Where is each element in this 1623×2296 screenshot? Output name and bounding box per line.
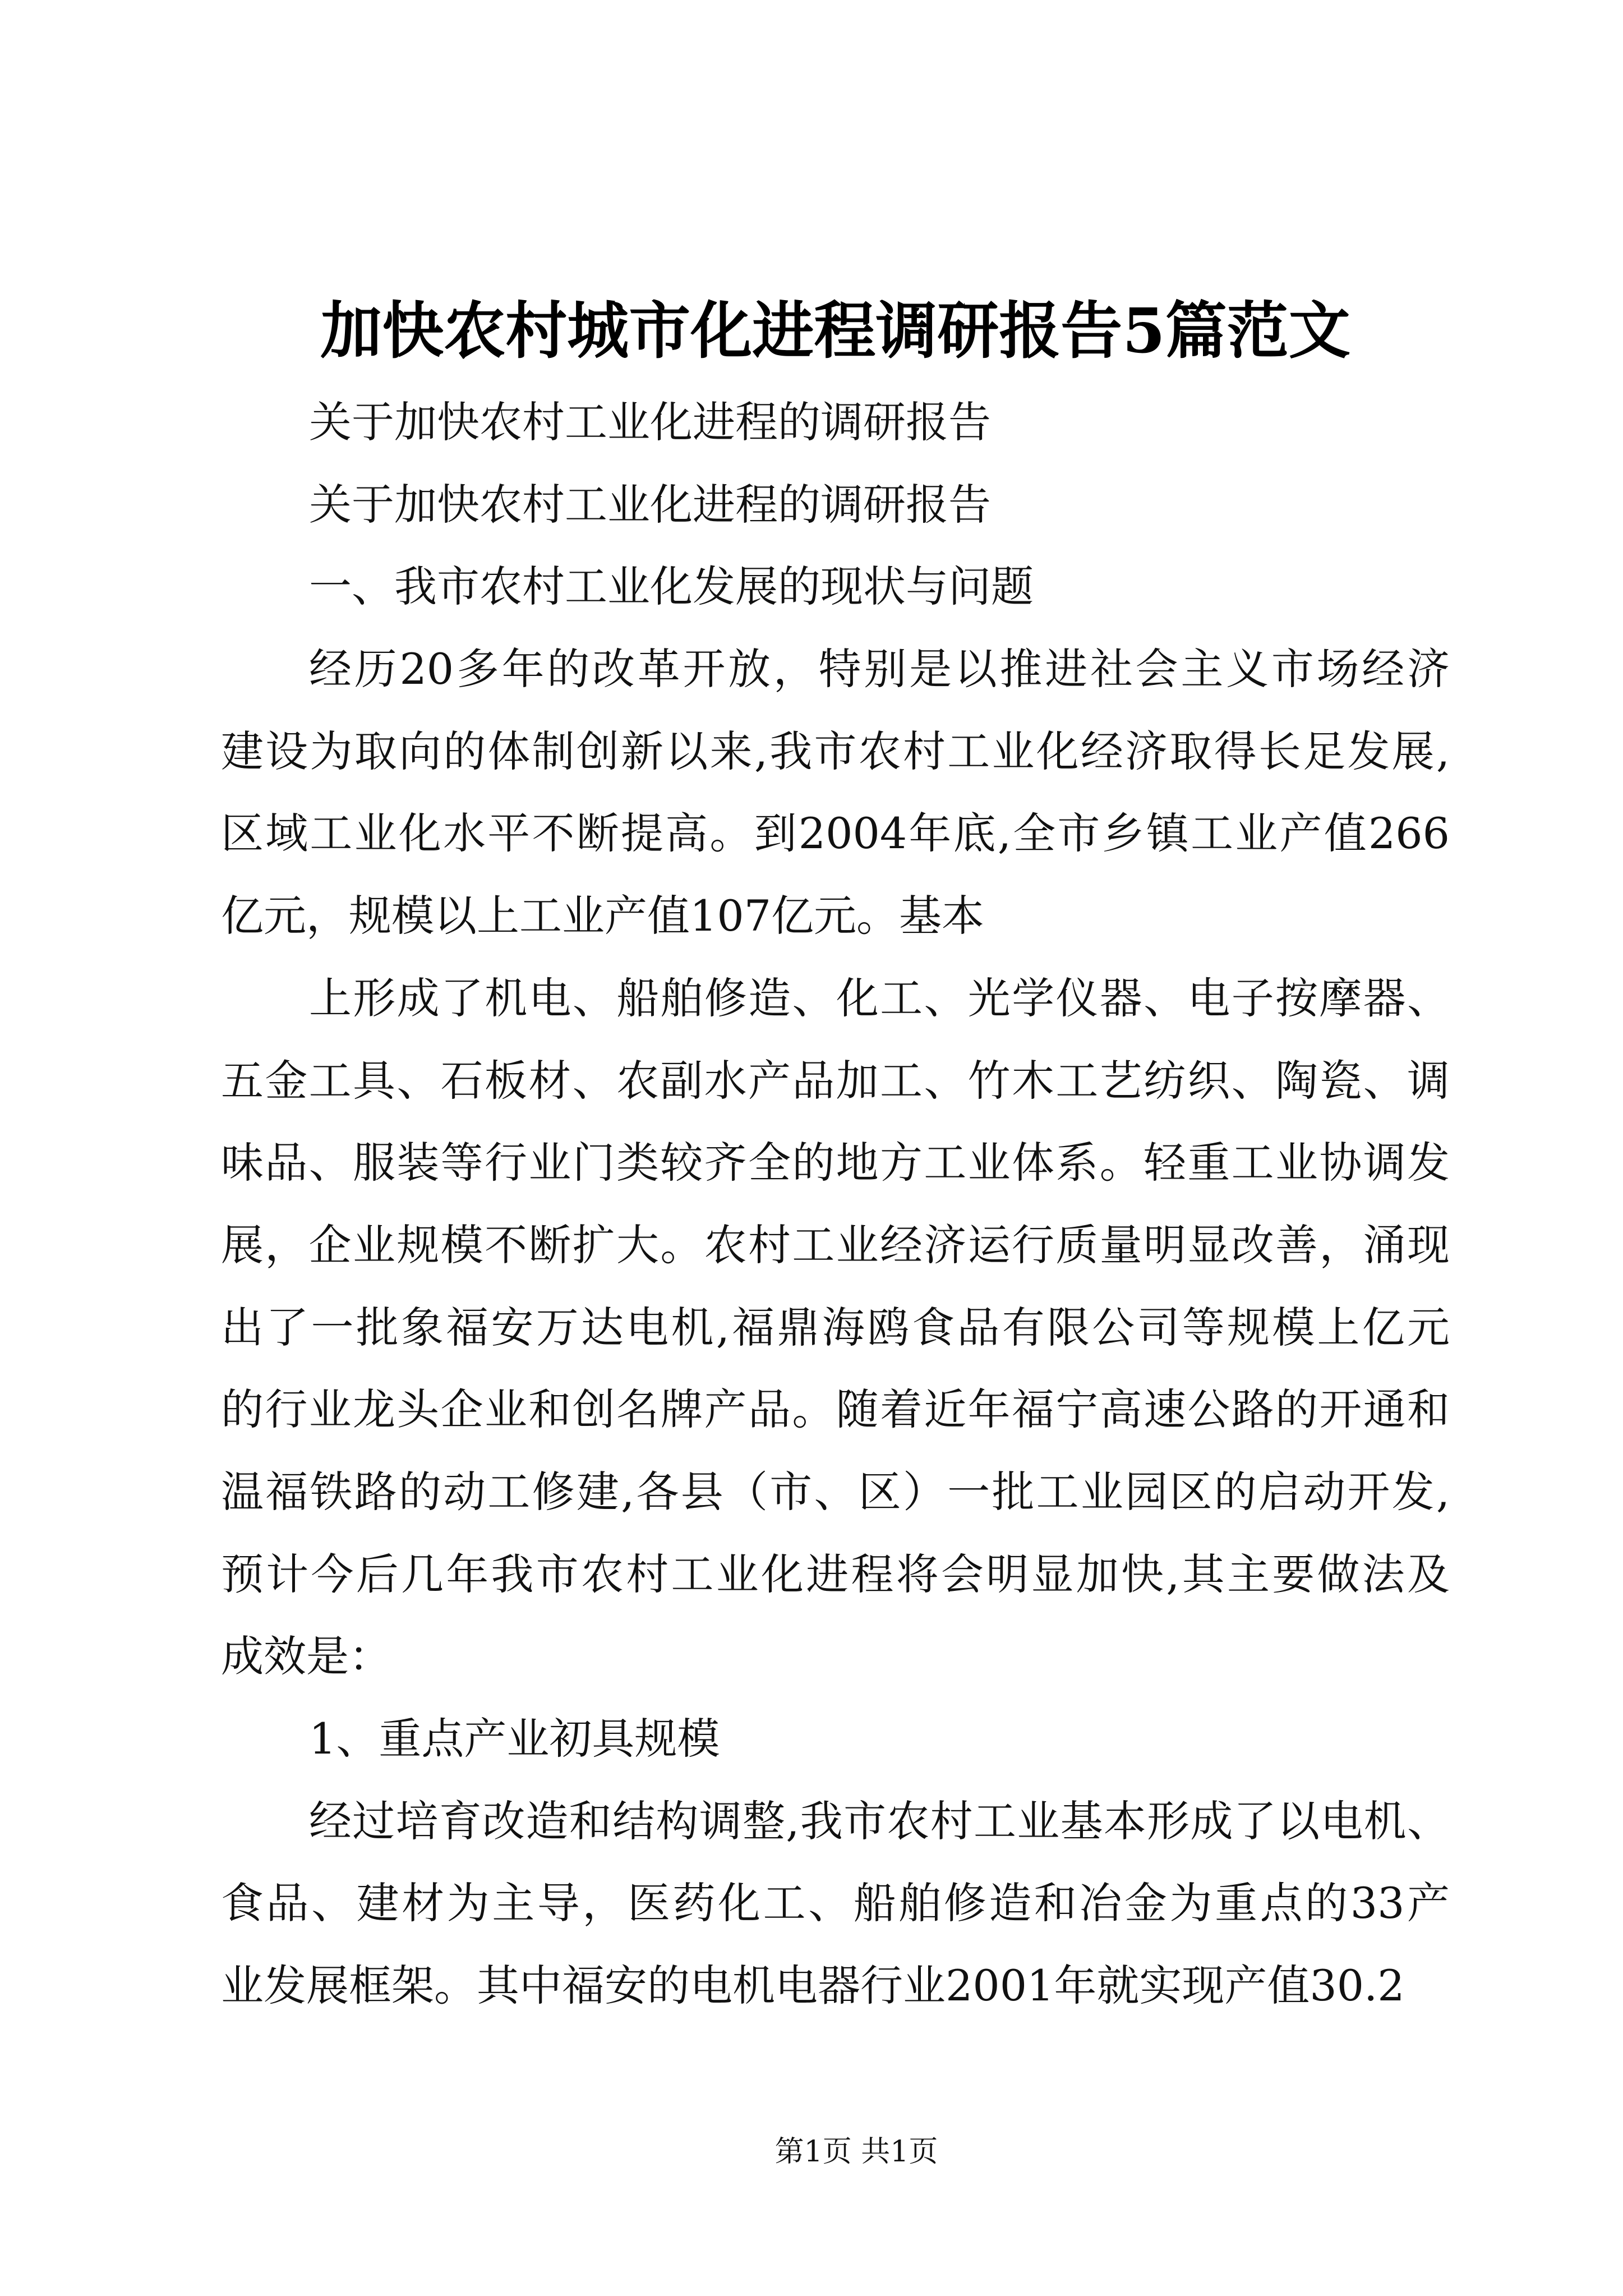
paragraph xyxy=(221,958,1450,1698)
paragraph-line: 预计今后几年我市农村工业化进程将会明显加快,其主要做法及 xyxy=(221,1549,1450,1599)
paragraph-report-title xyxy=(221,464,1450,546)
page-footer: 第1页 共1页 xyxy=(774,2135,938,2169)
paragraph-line: 关于加快农村工业化进程的调研报告 xyxy=(309,397,991,447)
document-title: 加快农村城市化进程调研报告5篇范文 xyxy=(320,295,1350,367)
paragraph xyxy=(221,1780,1450,2027)
paragraph-line: 建设为取向的体制创新以来,我市农村工业化经济取得长足发展, xyxy=(221,726,1450,776)
paragraph-line: 味品、服装等行业门类较齐全的地方工业体系。轻重工业协调发 xyxy=(221,1138,1450,1188)
paragraph-line: 上形成了机电、船舶修造、化工、光学仪器、电子按摩器、 xyxy=(309,973,1450,1023)
paragraph-line: 关于加快农村工业化进程的调研报告 xyxy=(309,479,991,530)
paragraph-line: 区域工业化水平不断提高。到2004年底,全市乡镇工业产值266 xyxy=(221,808,1450,859)
paragraph-line: 经历20多年的改革开放，特别是以推进社会主义市场经济 xyxy=(309,644,1450,694)
section-heading xyxy=(221,546,1450,628)
paragraph-line: 五金工具、石板材、农副水产品加工、竹木工艺纺织、陶瓷、调 xyxy=(221,1055,1450,1106)
document-body xyxy=(221,381,1450,2027)
paragraph-line: 1、重点产业初具规模 xyxy=(309,1714,720,1764)
paragraph-subtitle xyxy=(221,381,1450,464)
paragraph-line: 一、我市农村工业化发展的现状与问题 xyxy=(309,562,1034,612)
paragraph-line: 成效是： xyxy=(221,1631,391,1682)
paragraph xyxy=(221,628,1450,958)
paragraph-line: 亿元，规模以上工业产值107亿元。基本 xyxy=(221,891,985,941)
paragraph-line: 经过培育改造和结构调整,我市农村工业基本形成了以电机、 xyxy=(309,1796,1450,1846)
subsection-heading xyxy=(221,1698,1450,1780)
paragraph-line: 展，企业规模不断扩大。农村工业经济运行质量明显改善，涌现 xyxy=(221,1220,1450,1270)
paragraph-line: 食品、建材为主导，医药化工、船舶修造和冶金为重点的33产 xyxy=(221,1878,1450,1929)
paragraph-line: 出了一批象福安万达电机,福鼎海鸥食品有限公司等规模上亿元 xyxy=(221,1302,1450,1352)
paragraph-line: 温福铁路的动工修建,各县（市、区）一批工业园区的启动开发, xyxy=(221,1466,1450,1517)
paragraph-line: 业发展框架。其中福安的电机电器行业2001年就实现产值30.2 xyxy=(221,1961,1405,2011)
paragraph-line: 的行业龙头企业和创名牌产品。随着近年福宁高速公路的开通和 xyxy=(221,1384,1450,1435)
